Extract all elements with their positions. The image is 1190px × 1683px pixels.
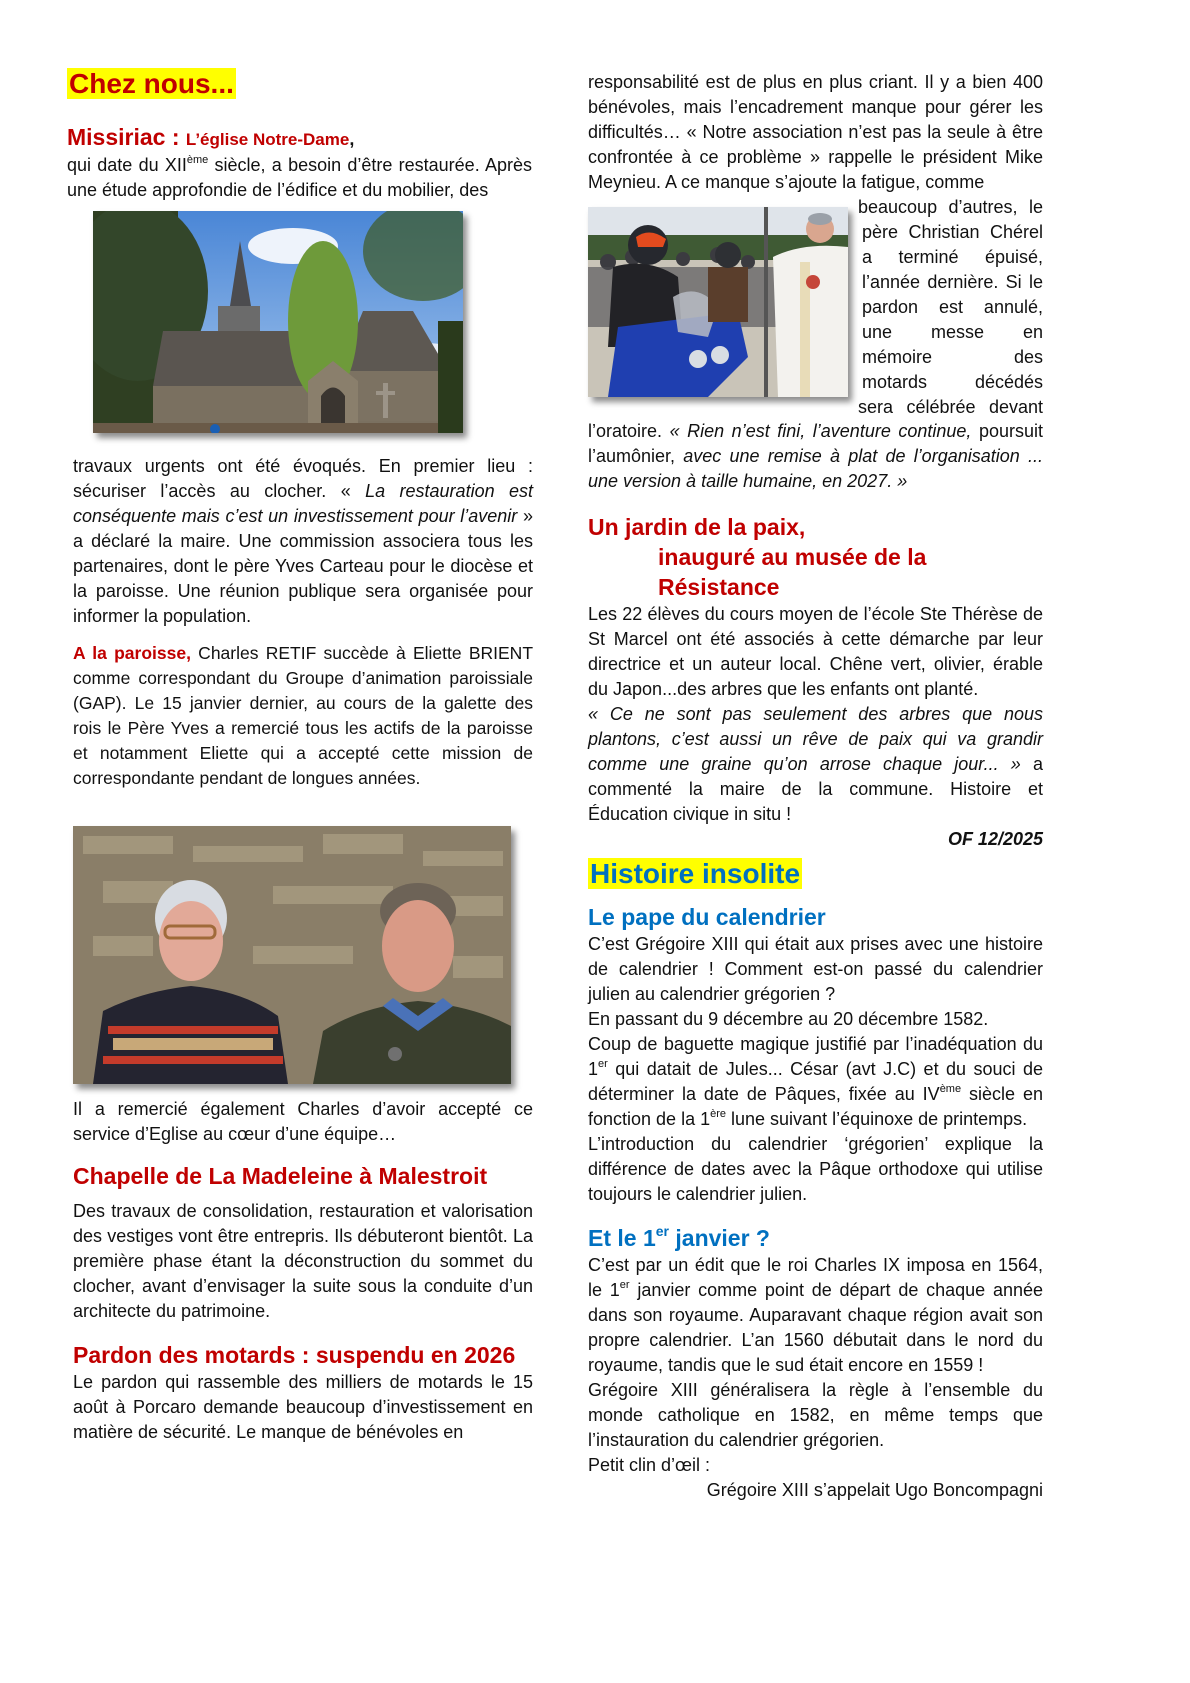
text: Et le 1 — [588, 1225, 656, 1251]
article-title-jardin-line2: inauguré au musée de la Résistance — [658, 544, 927, 600]
text: siècle en fonction de la 1 — [588, 1084, 1043, 1129]
text: janvier comme point de départ de chaque année dans son royaume. Auparavant chaque région avait son propre calendrier. L’an 1560 débutait dans le nord du royaume, tandis que le sud était encore en 1559 ! — [588, 1280, 1043, 1375]
article-paroisse — [73, 641, 533, 791]
text: » a déclaré la maire. Une commission associera tous les partenaires, dont le père Yves Carteau pour le diocèse et la paroisse. Une réunion publique sera organisée pour informer la population. — [73, 506, 534, 626]
sup: ère — [710, 1108, 726, 1120]
wrap-line: père Christian Chérel — [862, 222, 1043, 242]
article-paragraph: C’est Grégoire XIII qui était aux prises avec une histoire de calendrier ! Comment est-on passé du calendrier julien au calendrier grégorien ? — [588, 934, 1043, 1004]
motards-image — [588, 207, 848, 397]
portrait-image — [73, 826, 511, 1084]
wrap-line: une messe en — [862, 322, 1043, 342]
lead-text: A la paroisse, — [73, 643, 191, 663]
text: qui date du XII — [67, 155, 187, 175]
quote: « Rien n’est fini, l’aventure continue, — [669, 421, 972, 441]
article-paragraph — [588, 419, 1043, 494]
text: Charles RETIF succède à Eliette BRIENT comme correspondant du Groupe d’animation paroissiale (GAP). Le 15 janvier dernier, au cours de la galette des rois le Père Yves a remercié tous les actifs de la paroisse et notamment Eliette qui a accepté cette mission de correspondante pendant de longues années. — [73, 643, 534, 788]
church-photo — [93, 211, 463, 433]
right-column-main — [588, 419, 1043, 1503]
sup: er — [619, 1279, 630, 1291]
comma: , — [349, 129, 355, 149]
text: qui datait de Jules... César (avt J.C) et du souci de déterminer la date de Pâques, fixée au IV — [588, 1059, 1043, 1104]
article-paragraph: responsabilité est de plus en plus criant. Il y a bien 400 bénévoles, mais l’encadrement manque pour gérer les difficultés… « Notre association n’est pas la seule à être confrontée à ce problème » rappelle le président Mike Meynieu. A ce manque s’ajoute la fatigue, comme — [588, 72, 1043, 192]
article-paragraph: Il a remercié également Charles d’avoir accepté ce service d’Eglise au cœur d’une équipe… — [73, 1099, 533, 1144]
sup: ème — [186, 154, 209, 166]
article-paragraph — [588, 702, 1043, 827]
wrap-line: sera célébrée devant — [858, 397, 1043, 417]
article-intro — [67, 153, 532, 203]
article-source: OF 12/2025 — [947, 829, 1043, 849]
article-paragraph: Le pardon qui rassemble des milliers de motards le 15 août à Porcaro demande beaucoup d’investissement en matière de sécurité. Le manque de bénévoles en — [73, 1372, 533, 1442]
text: siècle, a besoin d’être restaurée. Après une étude approfondie de l’édifice et du mobilier, des — [67, 155, 532, 200]
article-place: Missiriac : — [67, 124, 186, 150]
article-paragraph — [73, 454, 533, 629]
text: poursuit l’aumônier, — [588, 421, 1044, 466]
article-missiriac — [67, 124, 532, 203]
article-subject: L’église Notre-Dame — [185, 130, 350, 149]
article-pardon-cont — [588, 70, 1043, 195]
article-paragraph: Petit clin d’œil : — [588, 1455, 711, 1475]
article-paragraph: Des travaux de consolidation, restauration et valorisation des vestiges vont être entrepris. Ils débuteront bientôt. La première phase étant la déconstruction du sommet du clocher, avant d’envisager la suite sous la conduite d’un architecte du patrimoine. — [73, 1201, 533, 1321]
motards-photo — [588, 207, 848, 397]
article-paragraph — [588, 1032, 1043, 1132]
wrap-line: pardon est annulé, — [862, 297, 1043, 317]
sup: ème — [939, 1083, 962, 1095]
sup: er — [598, 1058, 608, 1070]
article-paragraph: L’introduction du calendrier ‘grégorien’ explique la différence de dates avec la Pâque orthodoxe qui utilise toujours le calendrier julien. — [588, 1134, 1043, 1204]
article-title-janvier — [588, 1223, 1043, 1253]
motards-wrap-text — [858, 195, 1043, 420]
article-paragraph: En passant du 9 décembre au 20 décembre 1582. — [588, 1009, 989, 1029]
quote: La restauration est conséquente mais c’est un investissement pour l’avenir — [73, 481, 533, 526]
article-paragraph — [588, 1253, 1043, 1378]
text: C’est par un édit que le roi Charles IX imposa en 1564, le 1 — [588, 1255, 1043, 1300]
text: l’oratoire. — [588, 421, 670, 441]
wrap-line: a terminé épuisé, — [862, 247, 1043, 267]
article-paroisse-cont — [73, 1097, 533, 1445]
wrap-line: l’année dernière. Si le — [862, 272, 1043, 292]
text: lune suivant l’équinoxe de printemps. — [726, 1109, 1028, 1129]
article-title-jardin: Un jardin de la paix, — [588, 514, 806, 540]
church-image — [93, 211, 463, 433]
article-paragraph: Les 22 élèves du cours moyen de l’école Ste Thérèse de St Marcel ont été associés à cette démarche par leur directrice et un auteur local. Chêne vert, olivier, érable du Japon...des arbres que les enfants ont planté. — [588, 604, 1043, 699]
text: a commenté la maire de la commune. Histoire et Éducation civique in situ ! — [588, 754, 1044, 824]
section-title-text: Chez nous... — [69, 68, 234, 99]
text: janvier ? — [669, 1225, 770, 1251]
section-title-histoire: Histoire insolite — [590, 858, 801, 889]
quote: « Ce ne sont pas seulement des arbres que nous plantons, c’est aussi un rêve de paix qui va grandir comme une graine qu’on arrose chaque jour... » — [588, 704, 1043, 774]
article-title-pape: Le pape du calendrier — [588, 904, 826, 930]
portrait-photo — [73, 826, 511, 1084]
article-paragraph: Grégoire XIII s’appelait Ugo Boncompagni — [706, 1480, 1043, 1500]
quote: avec une remise à plat de l’organisation ... une version à taille humaine, en 2027. » — [588, 446, 1043, 491]
wrap-line: motards décédés — [862, 372, 1043, 392]
article-missiriac-cont — [73, 454, 533, 791]
section-title-chez-nous — [67, 66, 236, 102]
wrap-line: mémoire des — [862, 347, 1043, 367]
article-title-pardon: Pardon des motards : suspendu en 2026 — [73, 1342, 516, 1368]
text: Coup de baguette magique justifié par l’inadéquation du 1 — [588, 1034, 1043, 1079]
article-title-chapelle: Chapelle de La Madeleine à Malestroit — [73, 1163, 488, 1189]
wrap-line: beaucoup d’autres, le — [858, 197, 1043, 217]
text: travaux urgents ont été évoqués. En premier lieu : sécuriser l’accès au clocher. « — [73, 456, 533, 501]
article-paragraph: Grégoire XIII généralisera la règle à l’ensemble du monde catholique en 1582, en même temps que l’instauration du calendrier grégorien. — [588, 1380, 1043, 1450]
sup: er — [655, 1223, 669, 1239]
